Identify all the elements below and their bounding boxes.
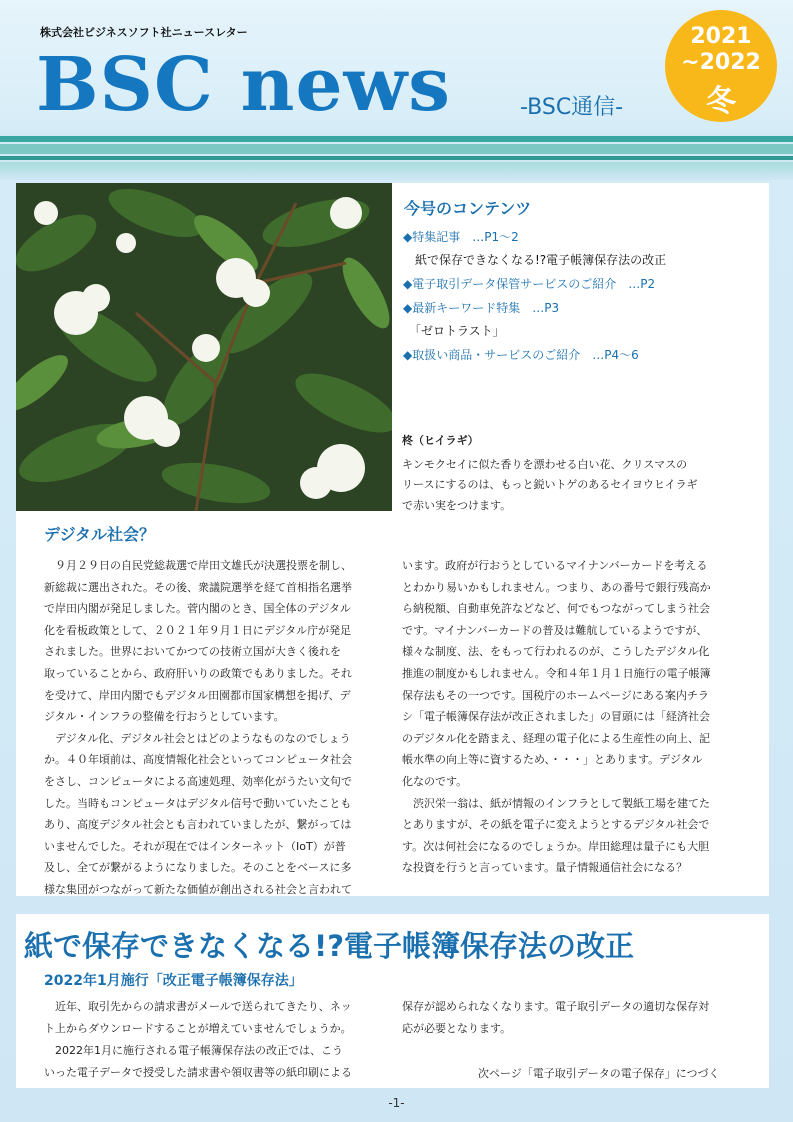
body-line: あり、高度デジタル社会とも言われていましたが、繋がっては — [44, 818, 352, 832]
body-line: を受けて、岸田内閣でもデジタル田園都市国家構想を掲げ、デ — [44, 688, 351, 702]
body-line: のデジタル化を踏まえ、経理の電子化による生産性の向上、記 — [402, 731, 710, 745]
body-line: いませんでした。それが現在ではインターネット（IoT）が普 — [44, 839, 346, 853]
masthead — [0, 0, 793, 180]
toc-item-keyword[interactable]: ◆最新キーワード特集 …P3 — [403, 301, 560, 315]
body-line: で岸田内閣が発足しました。菅内閣のとき、国全体のデジタル — [44, 602, 351, 616]
toc-item-keyword-sub: 「ゼロトラスト」 — [403, 324, 505, 338]
body-line: 様々な制度、法、をもって行われるのが、こうしたデジタル化 — [402, 645, 710, 659]
photo-caption-line: で赤い実をつけます。 — [402, 499, 512, 512]
body-line: 保存が認められなくなります。電子取引データの適切な保存対 — [402, 1000, 710, 1013]
body-line: います。政府が行おうとしているマイナンバーカードを考える — [402, 559, 708, 572]
feature-subhead: 2022年1月施行「改正電子帳簿保存法」 — [44, 973, 303, 989]
body-line: デジタル化、デジタル社会とはどのようなものなのでしょう — [44, 731, 351, 745]
body-line: 渋沢栄一翁は、紙が情報のインフラとして製紙工場を建てた — [402, 796, 710, 810]
season-badge — [665, 10, 777, 122]
page-number: -1- — [388, 1096, 405, 1110]
body-line: をさし、コンピュータによる高速処理、効率化がうたい文句で — [44, 775, 352, 788]
toc-title: 今号のコンテンツ — [404, 199, 532, 218]
body-line: か。４０年頃前は、高度情報化社会といってコンピュータ社会 — [44, 753, 352, 767]
badge-year-start: 2021 — [690, 24, 752, 49]
toc-item-products[interactable]: ◆取扱い商品・サービスのご紹介 …P4～6 — [403, 348, 639, 362]
feature-headline: 紙で保存できなくなる!?電子帳簿保存法の改正 — [24, 929, 635, 963]
body-line: ９月２９日の自民党総裁選で岸田文雄氏が決選投票を制し、 — [44, 559, 352, 572]
badge-season: 冬 — [706, 84, 736, 119]
holly-flowers-image — [16, 183, 392, 511]
body-line: ト上からダウンロードすることが増えていませんでしょうか。 — [44, 1022, 352, 1035]
body-line: いった電子データで授受した請求書や領収書等の紙印刷による — [44, 1066, 352, 1079]
brand-subtitle: -BSC通信- — [520, 95, 624, 120]
photo-caption-line: リースにするのは、もっと鋭いトゲのあるセイヨウヒイラギ — [402, 478, 698, 491]
body-line: 取っていることから、政府肝いりの政策でもありました。それ — [44, 667, 352, 680]
photo-caption-title: 柊（ヒイラギ） — [402, 434, 479, 447]
body-line: な投資を行うと言っています。量子情報通信社会になる？ — [402, 861, 688, 875]
body-line: シ「電子帳簿保存法が改正されました」の冒頭には「経済社会 — [402, 710, 710, 724]
body-line: 化なのです。 — [402, 775, 468, 788]
company-name: 株式会社ビジネスソフト社ニュースレター — [40, 26, 248, 39]
body-line: ら納税額、自動車免許などなど、何でもつながってしまう社会 — [402, 602, 710, 616]
body-line: 新総裁に選出された。その後、衆議院選挙を経て首相指名選挙 — [44, 580, 352, 594]
body-line: 推進の制度かもしれません。令和４年１月１日施行の電子帳簿 — [402, 667, 711, 680]
body-line: 様な集団がつながって新たな価値が創出される社会と言われて — [44, 883, 352, 896]
toc-item-storage-service[interactable]: ◆電子取引データ保管サービスのご紹介 …P2 — [403, 277, 656, 291]
body-line: です。マイナンバーカードの普及は難航しているようですが、 — [402, 623, 708, 637]
body-line: とありますが、その紙を電子に変えようとするデジタル社会で — [402, 818, 710, 832]
continue-note: 次ページ「電子取引データの電子保存」につづく — [478, 1067, 720, 1080]
badge-year-end: ~2022 — [681, 50, 761, 75]
body-line: す。次は何社会になるのでしょうか。岸田総理は量子にも大胆 — [402, 839, 710, 853]
brand-logo: BSC news — [36, 42, 451, 128]
body-line: 帳水準の向上等に資するため、・・・」とあります。デジタル — [402, 753, 703, 767]
body-line: 近年、取引先からの請求書がメールで送られてきたり、ネッ — [44, 1000, 352, 1013]
body-line: 化を看板政策として、２０２１年９月１日にデジタル庁が発足 — [44, 623, 352, 637]
body-line: とわかり易いかもしれません。つまり、あの番号で銀行残高か — [402, 580, 711, 594]
photo-caption-line: キンモクセイに似た香りを漂わせる白い花、クリスマスの — [402, 458, 688, 471]
body-line: 保存法もその一つです。国税庁のホームページにある案内チラ — [402, 688, 709, 702]
body-line: ジタル・インフラの整備を行おうとしています。 — [44, 710, 285, 724]
osmanthus-photo — [16, 183, 392, 511]
body-line: 及し、全てが繋がるようになりました。そのことをベースに多 — [44, 861, 352, 875]
toc-item-feature-sub: 紙で保存できなくなる!?電子帳簿保存法の改正 — [403, 253, 667, 267]
masthead-stripes — [0, 136, 793, 180]
body-line: した。当時もコンピュータはデジタル信号で動いていたことも — [44, 796, 352, 810]
body-line: 応が必要となります。 — [402, 1022, 512, 1035]
article-title: デジタル社会？ — [44, 525, 156, 544]
body-line: 2022年1月に施行される電子帳簿保存法の改正では、こう — [44, 1044, 343, 1057]
toc-item-feature[interactable]: ◆特集記事 …P1～2 — [403, 230, 519, 244]
body-line: されました。世界においてかつての技術立国が大きく後れを — [44, 645, 341, 659]
